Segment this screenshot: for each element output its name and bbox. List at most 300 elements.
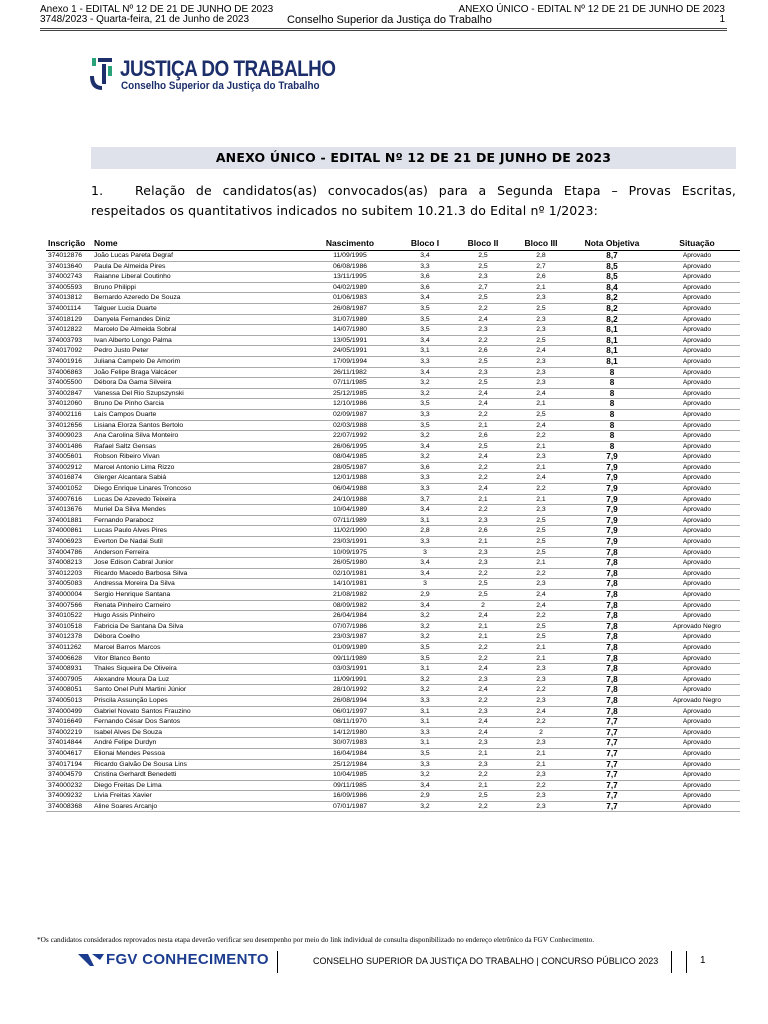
table-row [46, 261, 740, 272]
cell-situacao: Aprovado [654, 293, 740, 304]
cell-bloco-i: 3,2 [396, 611, 454, 622]
cell-nome: Lucas Paulo Alves Pires [92, 526, 304, 537]
table-row [46, 695, 740, 706]
table-row [46, 611, 740, 622]
cell-bloco-i: 3,4 [396, 558, 454, 569]
cell-nascimento: 28/10/1992 [304, 685, 396, 696]
table-body [46, 251, 740, 812]
cell-nome: Juliana Campelo De Amorim [92, 356, 304, 367]
cell-nota-objetiva: 8,1 [570, 325, 654, 336]
cell-nome: Sergio Henrique Santana [92, 590, 304, 601]
cell-bloco-i: 3,3 [396, 356, 454, 367]
cell-bloco-iii: 2,8 [512, 251, 570, 262]
cell-bloco-i: 3,1 [396, 515, 454, 526]
cell-bloco-i: 3,4 [396, 335, 454, 346]
cell-bloco-iii: 2,1 [512, 748, 570, 759]
cell-nota-objetiva: 7,8 [570, 664, 654, 675]
cell-bloco-iii: 2,1 [512, 399, 570, 410]
cell-inscricao: 374008213 [46, 558, 92, 569]
cell-nome: Isabel Alves De Souza [92, 727, 304, 738]
cell-inscricao: 374002116 [46, 409, 92, 420]
cell-situacao: Aprovado [654, 547, 740, 558]
table-row [46, 452, 740, 463]
cell-bloco-i: 3,2 [396, 431, 454, 442]
cell-bloco-ii: 2,6 [454, 431, 512, 442]
cell-nascimento: 26/08/1994 [304, 695, 396, 706]
cell-inscricao: 374017194 [46, 759, 92, 770]
cell-nome: Vanessa Del Rio Szupszynski [92, 388, 304, 399]
cell-nota-objetiva: 8,1 [570, 346, 654, 357]
cell-nascimento: 06/01/1997 [304, 706, 396, 717]
cell-inscricao: 374002219 [46, 727, 92, 738]
table-row [46, 537, 740, 548]
cell-bloco-ii: 2,3 [454, 325, 512, 336]
cell-inscricao: 374008931 [46, 664, 92, 675]
table-row [46, 685, 740, 696]
cell-bloco-i: 3,5 [396, 653, 454, 664]
cell-bloco-iii: 2,4 [512, 420, 570, 431]
table-row [46, 717, 740, 728]
cell-bloco-ii: 2,1 [454, 537, 512, 548]
footer-divider-right-1 [671, 951, 672, 973]
cell-inscricao: 374001486 [46, 441, 92, 452]
header-bloco-ii: Bloco II [454, 236, 512, 251]
cell-nascimento: 30/07/1983 [304, 738, 396, 749]
cell-bloco-i: 3,6 [396, 272, 454, 283]
section-number: 1. [91, 183, 104, 198]
cell-situacao: Aprovado Negro [654, 621, 740, 632]
cell-inscricao: 374007566 [46, 600, 92, 611]
cell-situacao: Aprovado [654, 251, 740, 262]
footer-divider-right-2 [686, 951, 687, 973]
cell-bloco-i: 3,3 [396, 261, 454, 272]
cell-nascimento: 10/04/1985 [304, 770, 396, 781]
table-row [46, 494, 740, 505]
logo-title: JUSTIÇA DO TRABALHO [120, 56, 336, 81]
cell-nota-objetiva: 7,8 [570, 579, 654, 590]
cell-bloco-ii: 2 [454, 600, 512, 611]
cell-inscricao: 374001052 [46, 484, 92, 495]
cell-bloco-i: 3,5 [396, 314, 454, 325]
cell-nome: Ivan Alberto Longo Palma [92, 335, 304, 346]
cell-nota-objetiva: 8,1 [570, 356, 654, 367]
cell-nascimento: 09/11/1985 [304, 780, 396, 791]
table-row [46, 653, 740, 664]
cell-nome: Diego Enrique Linares Troncoso [92, 484, 304, 495]
cell-nome: Cristina Gerhardt Benedetti [92, 770, 304, 781]
cell-inscricao: 374012822 [46, 325, 92, 336]
table-row [46, 727, 740, 738]
cell-nascimento: 03/03/1991 [304, 664, 396, 675]
cell-bloco-i: 3,4 [396, 293, 454, 304]
cell-bloco-ii: 2,1 [454, 748, 512, 759]
cell-bloco-ii: 2,2 [454, 642, 512, 653]
fgv-mark-icon [78, 952, 104, 968]
cell-nota-objetiva: 8,7 [570, 251, 654, 262]
cell-bloco-iii: 2,5 [512, 409, 570, 420]
cell-situacao: Aprovado [654, 664, 740, 675]
cell-bloco-i: 3,1 [396, 664, 454, 675]
cell-nascimento: 13/05/1991 [304, 335, 396, 346]
cell-bloco-i: 2,9 [396, 590, 454, 601]
cell-nota-objetiva: 7,7 [570, 738, 654, 749]
cell-nome: Robson Ribeiro Vivan [92, 452, 304, 463]
cell-bloco-iii: 2,5 [512, 335, 570, 346]
table-row [46, 325, 740, 336]
cell-nascimento: 07/01/1987 [304, 801, 396, 812]
cell-bloco-i: 3,5 [396, 642, 454, 653]
annex-title: ANEXO ÚNICO - EDITAL Nº 12 DE 21 DE JUNHO DE 2023 [215, 150, 612, 165]
cell-nome: Bruno De Pinho Garcia [92, 399, 304, 410]
cell-inscricao: 374012656 [46, 420, 92, 431]
cell-inscricao: 374000499 [46, 706, 92, 717]
table-row [46, 388, 740, 399]
table-row [46, 473, 740, 484]
cell-situacao: Aprovado [654, 335, 740, 346]
table-row [46, 738, 740, 749]
cell-situacao: Aprovado [654, 653, 740, 664]
cell-bloco-ii: 2,3 [454, 272, 512, 283]
cell-inscricao: 374018129 [46, 314, 92, 325]
cell-nascimento: 02/09/1987 [304, 409, 396, 420]
cell-bloco-iii: 2,2 [512, 717, 570, 728]
cell-bloco-iii: 2 [512, 727, 570, 738]
cell-inscricao: 374004786 [46, 547, 92, 558]
cell-nascimento: 10/09/1975 [304, 547, 396, 558]
cell-bloco-iii: 2,5 [512, 632, 570, 643]
cell-bloco-i: 3,2 [396, 674, 454, 685]
table-row [46, 409, 740, 420]
cell-nascimento: 31/07/1989 [304, 314, 396, 325]
cell-nascimento: 12/10/1986 [304, 399, 396, 410]
cell-nome: Débora Da Gama Silveira [92, 378, 304, 389]
cell-bloco-ii: 2,1 [454, 780, 512, 791]
cell-nome: Lisiana Elorza Santos Bertolo [92, 420, 304, 431]
cell-bloco-ii: 2,4 [454, 727, 512, 738]
cell-bloco-ii: 2,7 [454, 282, 512, 293]
cell-bloco-iii: 2,1 [512, 759, 570, 770]
table-row [46, 706, 740, 717]
cell-bloco-iii: 2,1 [512, 558, 570, 569]
table-row [46, 484, 740, 495]
cell-nascimento: 28/05/1987 [304, 462, 396, 473]
cell-nome: Marcelo De Almeida Sobral [92, 325, 304, 336]
cell-bloco-ii: 2,4 [454, 664, 512, 675]
table-row [46, 431, 740, 442]
cell-situacao: Aprovado [654, 346, 740, 357]
cell-bloco-iii: 2,2 [512, 568, 570, 579]
cell-inscricao: 374000232 [46, 780, 92, 791]
cell-inscricao: 374012876 [46, 251, 92, 262]
cell-bloco-i: 3 [396, 579, 454, 590]
cell-bloco-ii: 2,3 [454, 759, 512, 770]
cell-bloco-ii: 2,4 [454, 611, 512, 622]
cell-bloco-i: 3,2 [396, 378, 454, 389]
cell-bloco-ii: 2,3 [454, 738, 512, 749]
cell-bloco-ii: 2,5 [454, 590, 512, 601]
cell-bloco-i: 3,2 [396, 801, 454, 812]
cell-nome: João Felipe Braga Valcácer [92, 367, 304, 378]
cell-bloco-iii: 2,3 [512, 325, 570, 336]
cell-nota-objetiva: 7,9 [570, 526, 654, 537]
cell-nascimento: 10/04/1989 [304, 505, 396, 516]
cell-bloco-iii: 2,5 [512, 547, 570, 558]
cell-nome: Priscila Assunção Lopes [92, 695, 304, 706]
cell-bloco-i: 3,5 [396, 325, 454, 336]
table-row [46, 356, 740, 367]
cell-situacao: Aprovado [654, 420, 740, 431]
fgv-brand-text: FGV CONHECIMENTO [106, 951, 269, 969]
cell-situacao: Aprovado [654, 537, 740, 548]
cell-bloco-ii: 2,4 [454, 452, 512, 463]
cell-nome: Elionai Mendes Pessoa [92, 748, 304, 759]
cell-nome: Muriel Da Silva Mendes [92, 505, 304, 516]
cell-nascimento: 26/04/1984 [304, 611, 396, 622]
table-row [46, 420, 740, 431]
cell-inscricao: 374016874 [46, 473, 92, 484]
cell-bloco-i: 3,3 [396, 537, 454, 548]
cell-bloco-ii: 2,4 [454, 484, 512, 495]
cell-nascimento: 26/11/1982 [304, 367, 396, 378]
table-row [46, 282, 740, 293]
table-row [46, 293, 740, 304]
cell-nascimento: 16/09/1986 [304, 791, 396, 802]
table-row [46, 590, 740, 601]
cell-bloco-i: 3,1 [396, 717, 454, 728]
cell-bloco-ii: 2,4 [454, 388, 512, 399]
cell-inscricao: 374005083 [46, 579, 92, 590]
cell-situacao: Aprovado [654, 303, 740, 314]
cell-bloco-ii: 2,2 [454, 409, 512, 420]
cell-bloco-ii: 2,4 [454, 685, 512, 696]
cell-inscricao: 374005500 [46, 378, 92, 389]
footer-page-number: 1 [700, 955, 706, 966]
cell-bloco-iii: 2,3 [512, 367, 570, 378]
cell-inscricao: 374008368 [46, 801, 92, 812]
fgv-conhecimento-logo [78, 951, 269, 971]
cell-situacao: Aprovado [654, 409, 740, 420]
cell-nome: Fabricia De Santana Da Silva [92, 621, 304, 632]
cell-bloco-iii: 2,3 [512, 356, 570, 367]
cell-nascimento: 07/11/1989 [304, 515, 396, 526]
cell-bloco-iii: 2,1 [512, 653, 570, 664]
cell-nome: Débora Coelho [92, 632, 304, 643]
cell-nota-objetiva: 8,5 [570, 272, 654, 283]
cell-bloco-iii: 2,4 [512, 346, 570, 357]
cell-nascimento: 04/02/1989 [304, 282, 396, 293]
cell-nascimento: 08/11/1970 [304, 717, 396, 728]
cell-nota-objetiva: 7,8 [570, 611, 654, 622]
cell-situacao: Aprovado [654, 770, 740, 781]
cell-bloco-ii: 2,5 [454, 261, 512, 272]
cell-nome: Anderson Ferreira [92, 547, 304, 558]
logo-mark-icon [90, 56, 118, 96]
cell-nascimento: 14/10/1981 [304, 579, 396, 590]
cell-situacao: Aprovado [654, 505, 740, 516]
cell-bloco-i: 3,3 [396, 409, 454, 420]
cell-nome: Alexandre Moura Da Luz [92, 674, 304, 685]
cell-bloco-ii: 2,3 [454, 547, 512, 558]
cell-bloco-iii: 2,2 [512, 685, 570, 696]
cell-bloco-ii: 2,2 [454, 505, 512, 516]
cell-situacao: Aprovado [654, 674, 740, 685]
header-bloco-i: Bloco I [396, 236, 454, 251]
cell-bloco-i: 3,4 [396, 251, 454, 262]
cell-nota-objetiva: 7,7 [570, 770, 654, 781]
cell-bloco-i: 3,4 [396, 441, 454, 452]
cell-nascimento: 06/04/1988 [304, 484, 396, 495]
cell-bloco-iii: 2,2 [512, 484, 570, 495]
cell-nascimento: 06/08/1986 [304, 261, 396, 272]
cell-nome: Andressa Moreira Da Silva [92, 579, 304, 590]
cell-nome: Lucas De Azevedo Teixeira [92, 494, 304, 505]
cell-bloco-ii: 2,3 [454, 558, 512, 569]
cell-inscricao: 374006863 [46, 367, 92, 378]
cell-situacao: Aprovado [654, 378, 740, 389]
table-row [46, 600, 740, 611]
cell-nota-objetiva: 7,9 [570, 515, 654, 526]
cell-inscricao: 374009232 [46, 791, 92, 802]
table-row [46, 526, 740, 537]
cell-nascimento: 13/11/1995 [304, 272, 396, 283]
cell-nome: Gabriel Novato Santos Frauzino [92, 706, 304, 717]
cell-bloco-ii: 2,2 [454, 695, 512, 706]
cell-situacao: Aprovado [654, 611, 740, 622]
cell-bloco-iii: 2,5 [512, 515, 570, 526]
cell-nome: Pedro Justo Peter [92, 346, 304, 357]
table-row [46, 547, 740, 558]
cell-bloco-ii: 2,6 [454, 346, 512, 357]
table-row [46, 314, 740, 325]
cell-bloco-i: 3,4 [396, 505, 454, 516]
cell-inscricao: 374012060 [46, 399, 92, 410]
cell-bloco-iii: 2,3 [512, 791, 570, 802]
cell-bloco-i: 3,3 [396, 484, 454, 495]
cell-bloco-iii: 2,3 [512, 579, 570, 590]
section-heading [91, 181, 736, 221]
cell-nota-objetiva: 7,8 [570, 653, 654, 664]
cell-bloco-i: 3,5 [396, 420, 454, 431]
cell-nome: Raianne Liberal Coutinho [92, 272, 304, 283]
cell-situacao: Aprovado [654, 727, 740, 738]
cell-situacao: Aprovado [654, 272, 740, 283]
cell-inscricao: 374012203 [46, 568, 92, 579]
cell-inscricao: 374006923 [46, 537, 92, 548]
cell-bloco-ii: 2,2 [454, 801, 512, 812]
cell-bloco-iii: 2,1 [512, 494, 570, 505]
cell-bloco-ii: 2,2 [454, 473, 512, 484]
cell-situacao: Aprovado [654, 473, 740, 484]
cell-nota-objetiva: 7,9 [570, 484, 654, 495]
cell-bloco-iii: 2,3 [512, 378, 570, 389]
cell-bloco-i: 3,2 [396, 685, 454, 696]
cell-bloco-iii: 2,5 [512, 303, 570, 314]
cell-situacao: Aprovado [654, 526, 740, 537]
cell-inscricao: 374017092 [46, 346, 92, 357]
cell-nascimento: 26/08/1987 [304, 303, 396, 314]
cell-bloco-iii: 2,5 [512, 621, 570, 632]
cell-bloco-iii: 2,5 [512, 526, 570, 537]
cell-situacao: Aprovado [654, 780, 740, 791]
cell-bloco-i: 3,3 [396, 759, 454, 770]
cell-situacao: Aprovado [654, 717, 740, 728]
table-row [46, 642, 740, 653]
cell-nota-objetiva: 7,9 [570, 452, 654, 463]
cell-inscricao: 374002743 [46, 272, 92, 283]
cell-nota-objetiva: 8 [570, 409, 654, 420]
cell-nome: Ana Carolina Silva Monteiro [92, 431, 304, 442]
cell-nota-objetiva: 7,9 [570, 473, 654, 484]
cell-nascimento: 09/11/1989 [304, 653, 396, 664]
cell-situacao: Aprovado [654, 462, 740, 473]
table-row [46, 759, 740, 770]
cell-inscricao: 374016649 [46, 717, 92, 728]
cell-nota-objetiva: 7,7 [570, 717, 654, 728]
cell-bloco-i: 3,5 [396, 748, 454, 759]
cell-nascimento: 02/03/1988 [304, 420, 396, 431]
cell-inscricao: 374007616 [46, 494, 92, 505]
cell-bloco-iii: 2,3 [512, 314, 570, 325]
table-row [46, 378, 740, 389]
cell-nota-objetiva: 8 [570, 378, 654, 389]
table-row [46, 462, 740, 473]
cell-nascimento: 12/01/1988 [304, 473, 396, 484]
cell-nascimento: 25/12/1985 [304, 388, 396, 399]
cell-bloco-i: 3 [396, 547, 454, 558]
table-row [46, 780, 740, 791]
cell-inscricao: 374001881 [46, 515, 92, 526]
cell-bloco-ii: 2,2 [454, 568, 512, 579]
cell-bloco-ii: 2,2 [454, 770, 512, 781]
cell-situacao: Aprovado [654, 801, 740, 812]
cell-nota-objetiva: 7,7 [570, 801, 654, 812]
cell-situacao: Aprovado [654, 558, 740, 569]
cell-bloco-iii: 2,1 [512, 642, 570, 653]
cell-inscricao: 374000861 [46, 526, 92, 537]
cell-inscricao: 374003793 [46, 335, 92, 346]
cell-nome: Paula De Almeida Pires [92, 261, 304, 272]
cell-bloco-ii: 2,5 [454, 579, 512, 590]
cell-bloco-i: 3,1 [396, 738, 454, 749]
cell-inscricao: 374006628 [46, 653, 92, 664]
cell-bloco-i: 3,4 [396, 367, 454, 378]
table-row [46, 674, 740, 685]
cell-nota-objetiva: 7,7 [570, 748, 654, 759]
cell-nascimento: 11/02/1990 [304, 526, 396, 537]
cell-nome: Marcel Antonio Lima Rizzo [92, 462, 304, 473]
cell-situacao: Aprovado [654, 579, 740, 590]
cell-nota-objetiva: 7,8 [570, 632, 654, 643]
cell-nota-objetiva: 7,7 [570, 727, 654, 738]
cell-inscricao: 374002847 [46, 388, 92, 399]
cell-nascimento: 26/05/1980 [304, 558, 396, 569]
table-row [46, 558, 740, 569]
cell-nome: Marcel Barros Marcos [92, 642, 304, 653]
cell-inscricao: 374005013 [46, 695, 92, 706]
annex-title-band [91, 147, 736, 169]
cell-nota-objetiva: 8,1 [570, 335, 654, 346]
cell-nascimento: 01/09/1989 [304, 642, 396, 653]
section-text: Relação de candidatos(as) convocados(as) para a Segunda Etapa – Provas Escritas, respeitados os quantitativos indicados no subitem 10.21.3 do Edital nº 1/2023: [91, 183, 736, 218]
cell-nome: André Felipe Durdyn [92, 738, 304, 749]
cell-bloco-i: 3,7 [396, 494, 454, 505]
cell-bloco-iii: 2,7 [512, 261, 570, 272]
cell-nota-objetiva: 7,8 [570, 674, 654, 685]
cell-nascimento: 26/06/1995 [304, 441, 396, 452]
cell-nome: Thales Siqueira De Oliveira [92, 664, 304, 675]
header-bloco-iii: Bloco III [512, 236, 570, 251]
cell-situacao: Aprovado [654, 356, 740, 367]
